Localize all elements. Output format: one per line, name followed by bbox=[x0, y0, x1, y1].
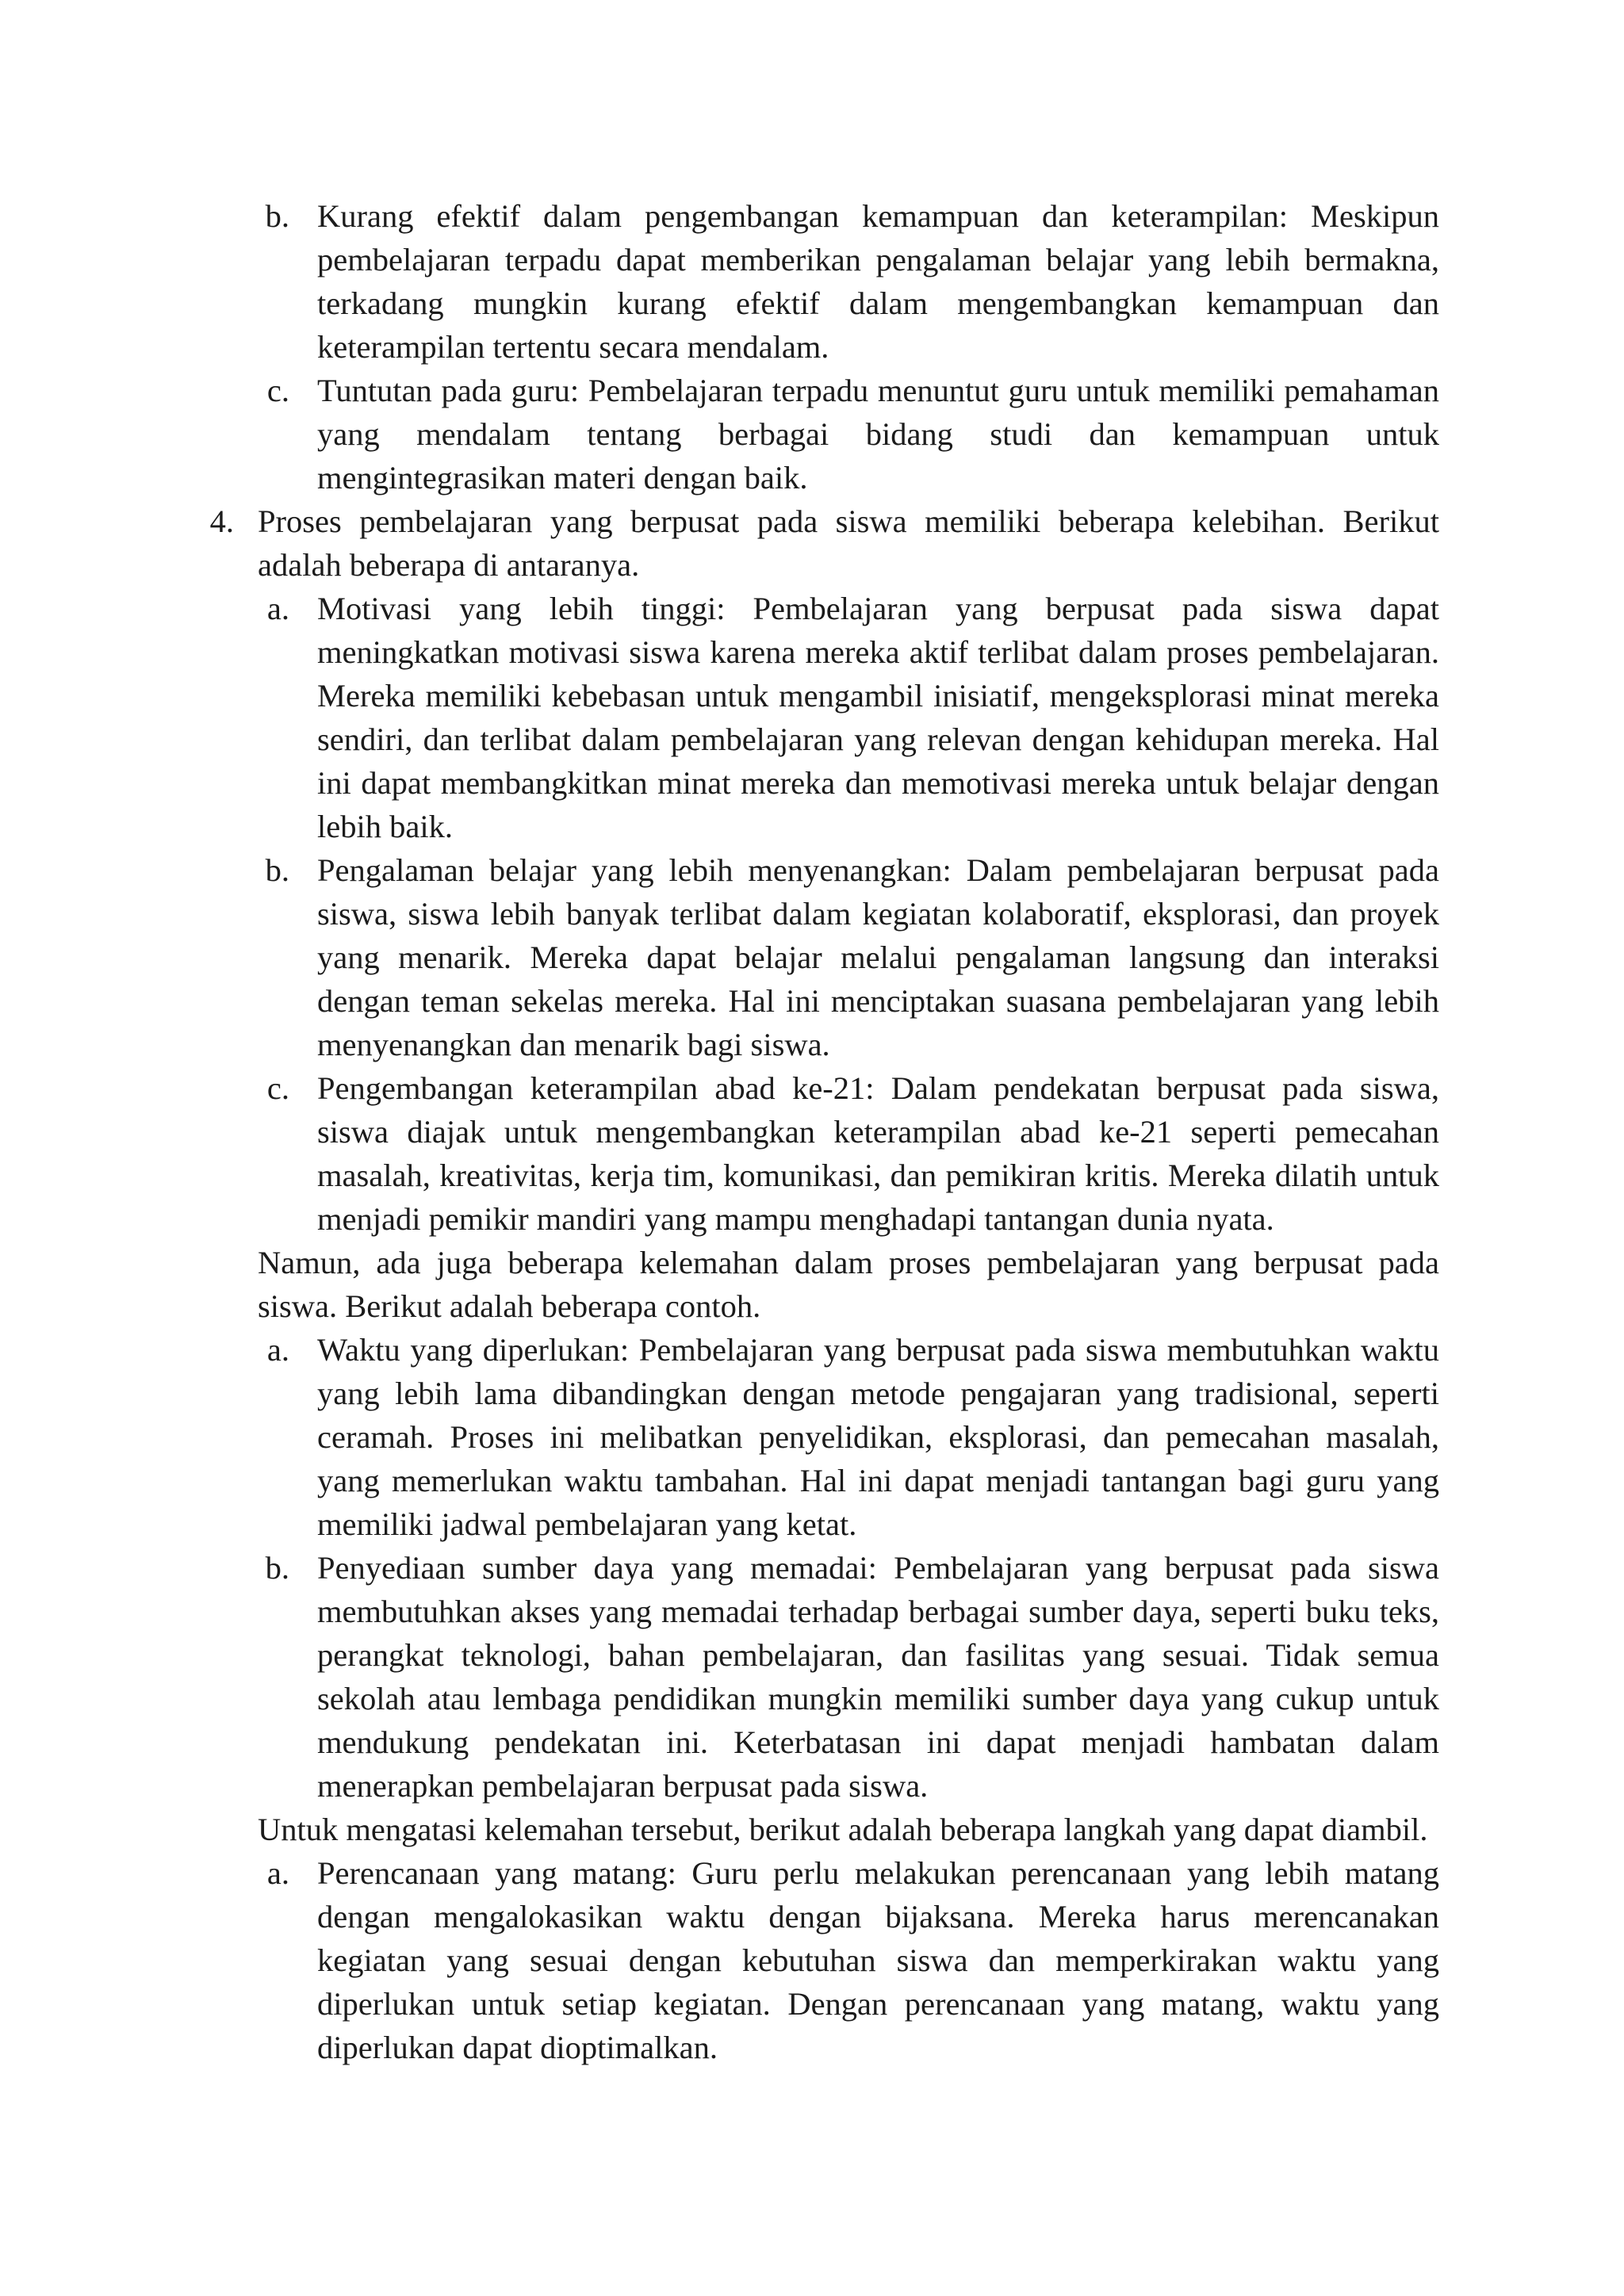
list-item-b-integrated-weakness bbox=[202, 194, 1439, 369]
list-marker: c. bbox=[266, 1070, 289, 1106]
list-marker: b. bbox=[265, 852, 289, 888]
list-item-c-21st-century-skills bbox=[202, 1066, 1439, 1241]
list-item-text: Perencanaan yang matang: Guru perlu melakukan perencanaan yang lebih matang dengan mengalokasikan waktu dengan bijaksana. Mereka harus merencanakan kegiatan yang sesuai dengan kebutuhan siswa dan memperkirakan waktu yang diperlukan untuk setiap kegiatan. Dengan perencanaan yang matang, waktu yang diperlukan dapat dioptimalkan. bbox=[317, 1855, 1439, 2065]
document-body bbox=[202, 194, 1439, 2069]
list-marker: a. bbox=[266, 591, 289, 626]
numbered-item-4 bbox=[202, 499, 1439, 587]
list-item-text: Motivasi yang lebih tinggi: Pembelajaran yang berpusat pada siswa dapat meningkatkan motivasi siswa karena mereka aktif terlibat dalam proses pembelajaran. Mereka memiliki kebebasan untuk mengambil inisiatif, mengeksplorasi minat mereka sendiri, dan terlibat dalam pembelajaran yang relevan dengan kehidupan mereka. Hal ini dapat membangkitkan minat mereka dan memotivasi mereka untuk belajar dengan lebih baik. bbox=[317, 591, 1439, 844]
paragraph-weaknesses-intro bbox=[202, 1241, 1439, 1328]
list-item-a-motivation bbox=[202, 587, 1439, 848]
list-item-text: Waktu yang diperlukan: Pembelajaran yang berpusat pada siswa membutuhkan waktu yang lebih lama dibandingkan dengan metode pengajaran yang tradisional, seperti ceramah. Proses ini melibatkan penyelidikan, eksplorasi, dan pemecahan masalah, yang memerlukan waktu tambahan. Hal ini dapat menjadi tantangan bagi guru yang memiliki jadwal pembelajaran yang ketat. bbox=[317, 1332, 1439, 1542]
list-marker: a. bbox=[266, 1332, 289, 1368]
list-item-text: Pengembangan keterampilan abad ke-21: Dalam pendekatan berpusat pada siswa, siswa diajak untuk mengembangkan keterampilan abad ke-21 seperti pemecahan masalah, kreativitas, kerja tim, komunikasi, dan pemikiran kritis. Mereka dilatih untuk menjadi pemikir mandiri yang mampu menghadapi tantangan dunia nyata. bbox=[317, 1070, 1439, 1237]
list-marker: a. bbox=[266, 1855, 289, 1891]
list-item-text: Tuntutan pada guru: Pembelajaran terpadu menuntut guru untuk memiliki pemahaman yang mendalam tentang berbagai bidang studi dan kemampuan untuk mengintegrasikan materi dengan baik. bbox=[317, 373, 1439, 496]
numbered-item-text: Proses pembelajaran yang berpusat pada siswa memiliki beberapa kelebihan. Berikut adalah beberapa di antaranya. bbox=[258, 503, 1439, 583]
paragraph-text: Namun, ada juga beberapa kelemahan dalam proses pembelajaran yang berpusat pada siswa. Berikut adalah beberapa contoh. bbox=[258, 1245, 1439, 1324]
list-item-text: Pengalaman belajar yang lebih menyenangkan: Dalam pembelajaran berpusat pada siswa, siswa lebih banyak terlibat dalam kegiatan kolaboratif, eksplorasi, dan proyek yang menarik. Mereka dapat belajar melalui pengalaman langsung dan interaksi dengan teman sekelas mereka. Hal ini menciptakan suasana pembelajaran yang lebih menyenangkan dan menarik bagi siswa. bbox=[317, 852, 1439, 1062]
list-item-text: Kurang efektif dalam pengembangan kemampuan dan keterampilan: Meskipun pembelajaran terpadu dapat memberikan pengalaman belajar yang lebih bermakna, terkadang mungkin kurang efektif dalam mengembangkan kemampuan dan keterampilan tertentu secara mendalam. bbox=[317, 198, 1439, 365]
list-marker: c. bbox=[266, 373, 289, 408]
list-item-text: Penyediaan sumber daya yang memadai: Pembelajaran yang berpusat pada siswa membutuhkan akses yang memadai terhadap berbagai sumber daya, seperti buku teks, perangkat teknologi, bahan pembelajaran, dan fasilitas yang sesuai. Tidak semua sekolah atau lembaga pendidikan mungkin memiliki sumber daya yang cukup untuk mendukung pendekatan ini. Keterbatasan ini dapat menjadi hambatan dalam menerapkan pembelajaran berpusat pada siswa. bbox=[317, 1550, 1439, 1804]
paragraph-solutions-intro bbox=[202, 1808, 1439, 1851]
list-marker: b. bbox=[265, 1550, 289, 1586]
list-number: 4. bbox=[209, 503, 234, 539]
list-item-a-time-required bbox=[202, 1328, 1439, 1546]
paragraph-text: Untuk mengatasi kelemahan tersebut, berikut adalah beberapa langkah yang dapat diambil. bbox=[258, 1812, 1428, 1847]
list-item-b-resources bbox=[202, 1546, 1439, 1808]
list-item-a-planning bbox=[202, 1851, 1439, 2069]
list-item-c-teacher-demands bbox=[202, 369, 1439, 499]
list-marker: b. bbox=[265, 198, 289, 234]
list-item-b-enjoyable-learning bbox=[202, 848, 1439, 1066]
